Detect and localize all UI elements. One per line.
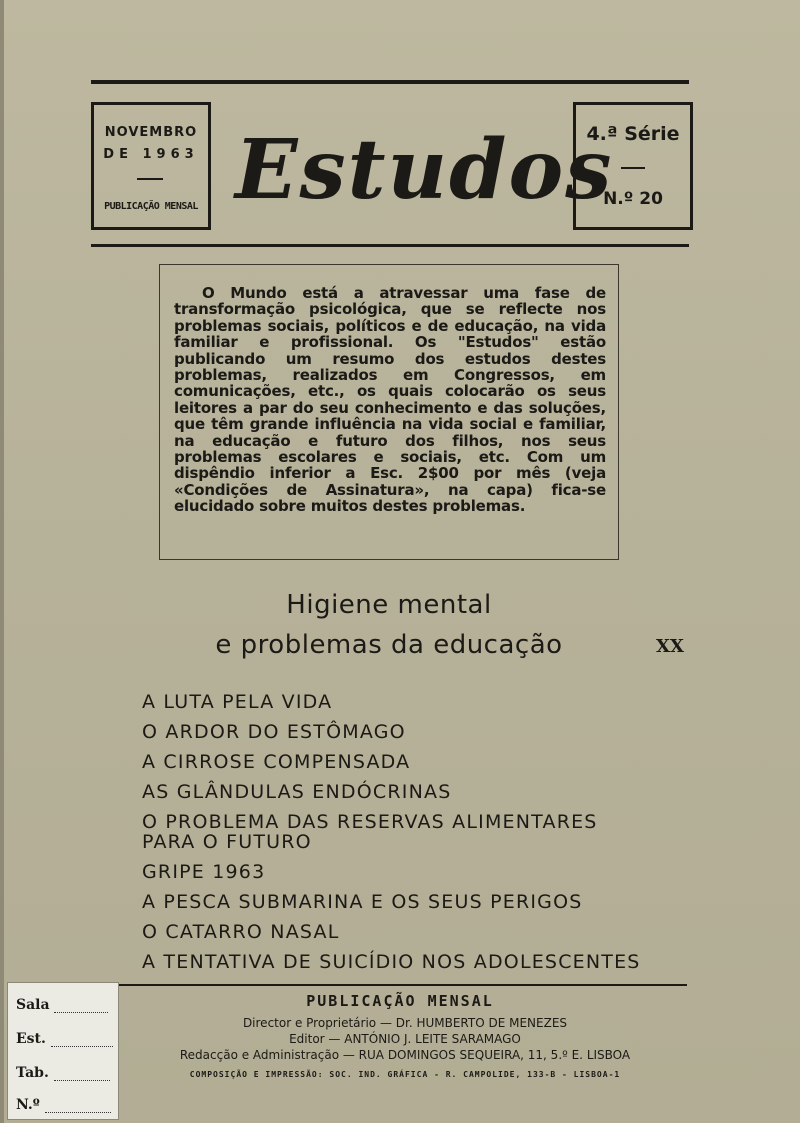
- part-number: XX: [656, 636, 684, 657]
- footer-publication: PUBLICAÇÃO MENSAL: [306, 992, 494, 1010]
- footer-director: Director e Proprietário — Dr. HUMBERTO DE MENEZES: [242, 1016, 568, 1030]
- footer-rule: [118, 984, 687, 986]
- masthead-bottom-rule: [91, 244, 689, 247]
- footer-editor: Editor — ANTÓNIO J. LEITE SARAMAGO: [289, 1032, 521, 1046]
- issue-month: NOVEMBRO: [104, 125, 198, 140]
- topic-item: O CATARRO NASAL: [142, 921, 340, 943]
- top-rule: [91, 80, 689, 84]
- topic-item: A LUTA PELA VIDA: [142, 691, 333, 713]
- topics-list: [142, 692, 662, 982]
- section-heading-line1: Higiene mental: [286, 590, 492, 620]
- topic-item: A CIRROSE COMPENSADA: [142, 751, 411, 773]
- binding-edge: [0, 0, 4, 1123]
- stamp-row-number: N.º: [16, 1097, 111, 1113]
- footer-address: Redacção e Administração — RUA DOMINGOS SEQUEIRA, 11, 5.º E. LISBOA: [179, 1048, 631, 1062]
- date-box: [91, 102, 211, 230]
- stamp-row-tab: Tab.: [16, 1065, 110, 1081]
- series-box: [573, 102, 693, 230]
- topic-item: A PESCA SUBMARINA E OS SEUS PERIGOS: [142, 891, 583, 913]
- intro-text: O Mundo está a atravessar uma fase de transformação psicológica, que se reflecte nos problemas sociais, políticos e de educação, na vida familiar e profissional. Os "Estudos" estão publicando um resumo dos estudos destes problemas, realizados em Congressos, em comunicações, etc., os quais colocarão os seus leitores a par do seu conhecimento e das soluções, que têm grande influência na vida social e familiar, na educação e futuro dos filhos, nos seus problemas escolares e sociais, etc. Com um dispêndio inferior a Esc. 2$00 por mês (veja «Condições de Assinatura», na capa) fica-se elucidado sobre muitos destes problemas.: [174, 284, 606, 516]
- intro-box: [159, 264, 619, 560]
- magazine-title: Estudos: [235, 122, 614, 218]
- topic-item: AS GLÂNDULAS ENDÓCRINAS: [142, 781, 452, 803]
- series-divider: [621, 167, 645, 169]
- series-label: 4.ª Série: [586, 123, 680, 145]
- stamp-row-est: Est.: [16, 1031, 113, 1047]
- topic-item: O PROBLEMA DAS RESERVAS ALIMENTARES PARA O FUTURO: [142, 811, 598, 853]
- issue-year: DE 1963: [103, 147, 199, 162]
- topic-item: O ARDOR DO ESTÔMAGO: [142, 721, 406, 743]
- issue-number: N.º 20: [603, 189, 663, 209]
- date-divider: [137, 178, 163, 180]
- publication-frequency: PUBLICAÇÃO MENSAL: [104, 201, 198, 212]
- stamp-row-sala: Sala: [16, 997, 108, 1013]
- topic-item: A TENTATIVA DE SUICÍDIO NOS ADOLESCENTES: [142, 951, 641, 973]
- topic-item: GRIPE 1963: [142, 861, 266, 883]
- section-heading-line2: e problemas da educação: [215, 630, 563, 660]
- footer-printing: COMPOSIÇÃO E IMPRESSÃO: SOC. IND. GRÁFICA - R. CAMPOLIDE, 133-B - LISBOA-1: [189, 1070, 621, 1079]
